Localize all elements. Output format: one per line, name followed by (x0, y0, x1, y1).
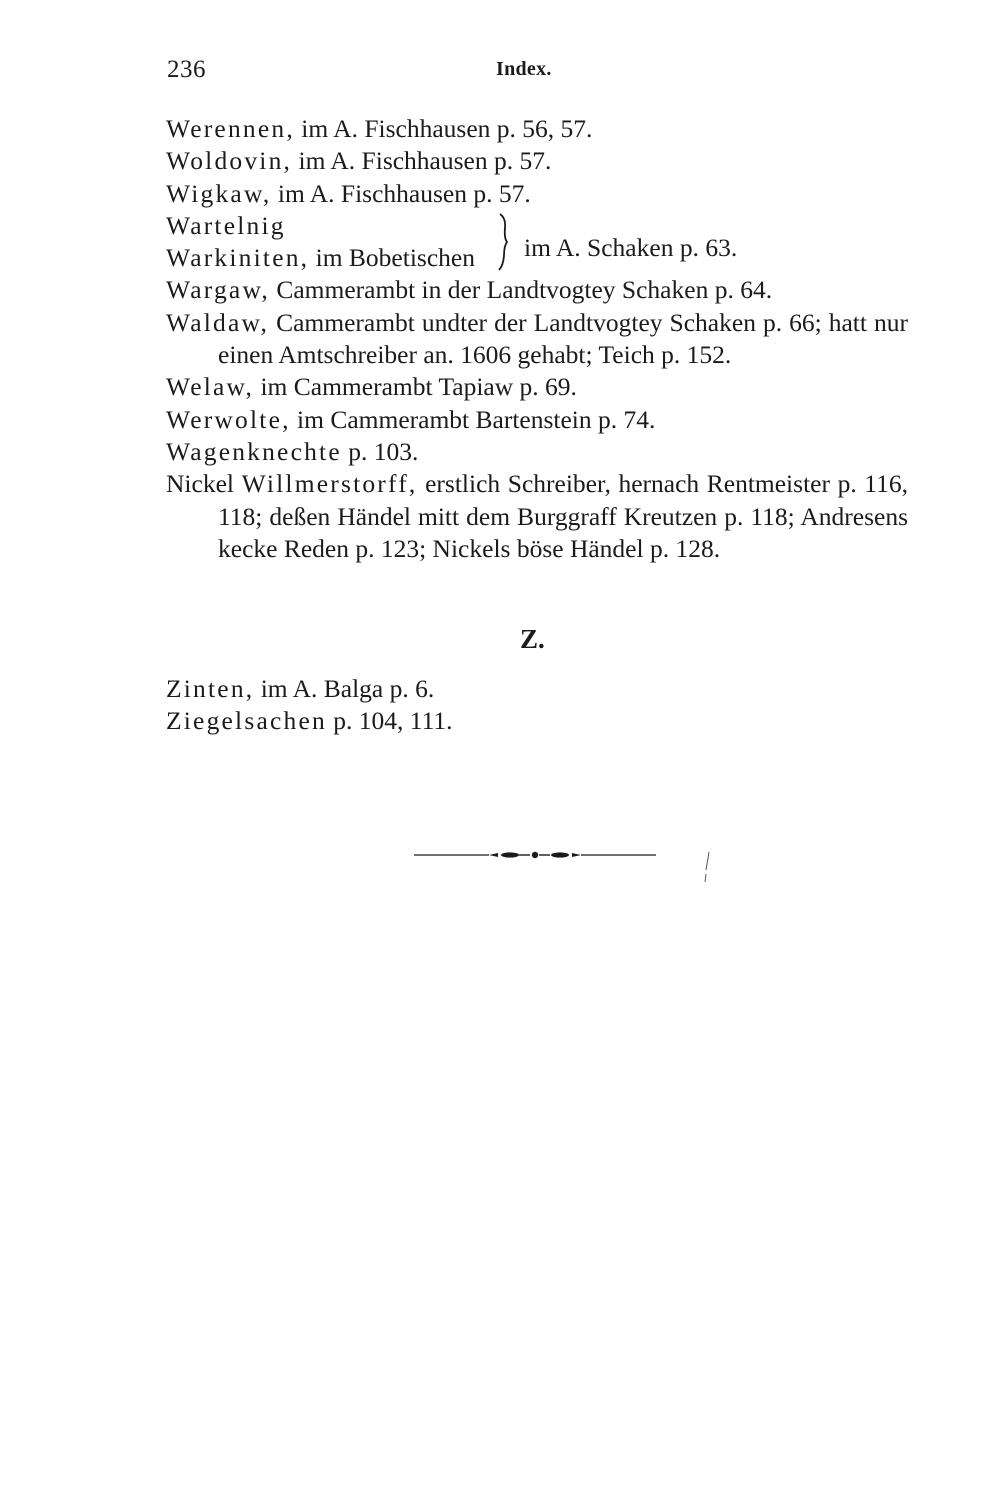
index-entries-z (166, 673, 908, 738)
entry-text: im Cammerambt Tapiaw p. 69. (254, 372, 577, 402)
bracketed-entries (166, 210, 908, 275)
right-brace-icon (497, 212, 511, 272)
entry-name: Wigkaw, (166, 178, 272, 208)
index-entry (166, 178, 908, 210)
entry-name: Wagenknechte (166, 436, 342, 466)
entry-name: Wartelnig (166, 210, 286, 240)
entry-text: im A. Fischhausen p. 57. (271, 178, 531, 208)
entry-text: im Cammerambt Bartenstein p. 74. (290, 404, 656, 434)
entry-text: Cammerambt in der Landtvogtey Schaken p. 64. (269, 275, 773, 305)
index-entry (166, 210, 286, 242)
index-entries-w (166, 113, 908, 565)
entry-text: erstlich Schreiber, hernach Rentmeister p. 116, 118; deßen Händel mitt dem Burggraff Kreutzen p. 118; Andresens kecke Reden p. 123; Nickels böse Händel p. 128. (218, 469, 908, 563)
entry-name: Willmerstorff, (241, 469, 418, 499)
end-ornament-icon (414, 848, 656, 862)
entry-name: Waldaw, (166, 307, 270, 337)
index-entry (166, 242, 475, 274)
index-entry (166, 404, 908, 436)
entry-text: im A. Balga p. 6. (254, 674, 435, 703)
index-entry (166, 145, 908, 177)
entry-name: Werennen, (166, 114, 295, 143)
entry-name: Welaw, (166, 372, 255, 402)
entry-name: Warkiniten, (166, 243, 310, 273)
index-entry (166, 274, 908, 306)
index-entry (166, 673, 908, 705)
index-entry (166, 436, 908, 468)
entry-name: Ziegelsachen (166, 706, 327, 736)
running-title: Index. (496, 58, 552, 80)
entry-text: Cammerambt undter der Landtvogtey Schaken p. 66; hatt nur einen Amtschreiber an. 1606 gehabt; Teich p. 152. (218, 307, 908, 370)
entry-name-prefix: Nickel (166, 469, 242, 499)
index-entry (166, 371, 908, 403)
entry-text: p. 104, 111. (326, 706, 453, 736)
entry-text: im A. Fischhausen p. 56, 57. (294, 114, 593, 143)
entry-text: im Bobetischen (309, 243, 475, 273)
index-entry (166, 307, 908, 372)
entry-text: im A. Fischhausen p. 57. (292, 146, 552, 176)
index-entry (166, 705, 908, 737)
entry-name: Zinten, (166, 674, 255, 703)
index-entry (166, 113, 908, 145)
bracketed-shared-text: im A. Schaken p. 63. (524, 232, 738, 262)
index-entry (166, 468, 908, 565)
entry-text: p. 103. (341, 436, 419, 466)
entry-name: Werwolte, (166, 404, 291, 434)
page-number: 236 (167, 56, 206, 83)
entry-name: Woldovin, (166, 146, 293, 176)
section-heading: Z. (520, 624, 545, 654)
entry-name: Wargaw, (166, 275, 270, 305)
page-mark-icon (700, 850, 714, 884)
